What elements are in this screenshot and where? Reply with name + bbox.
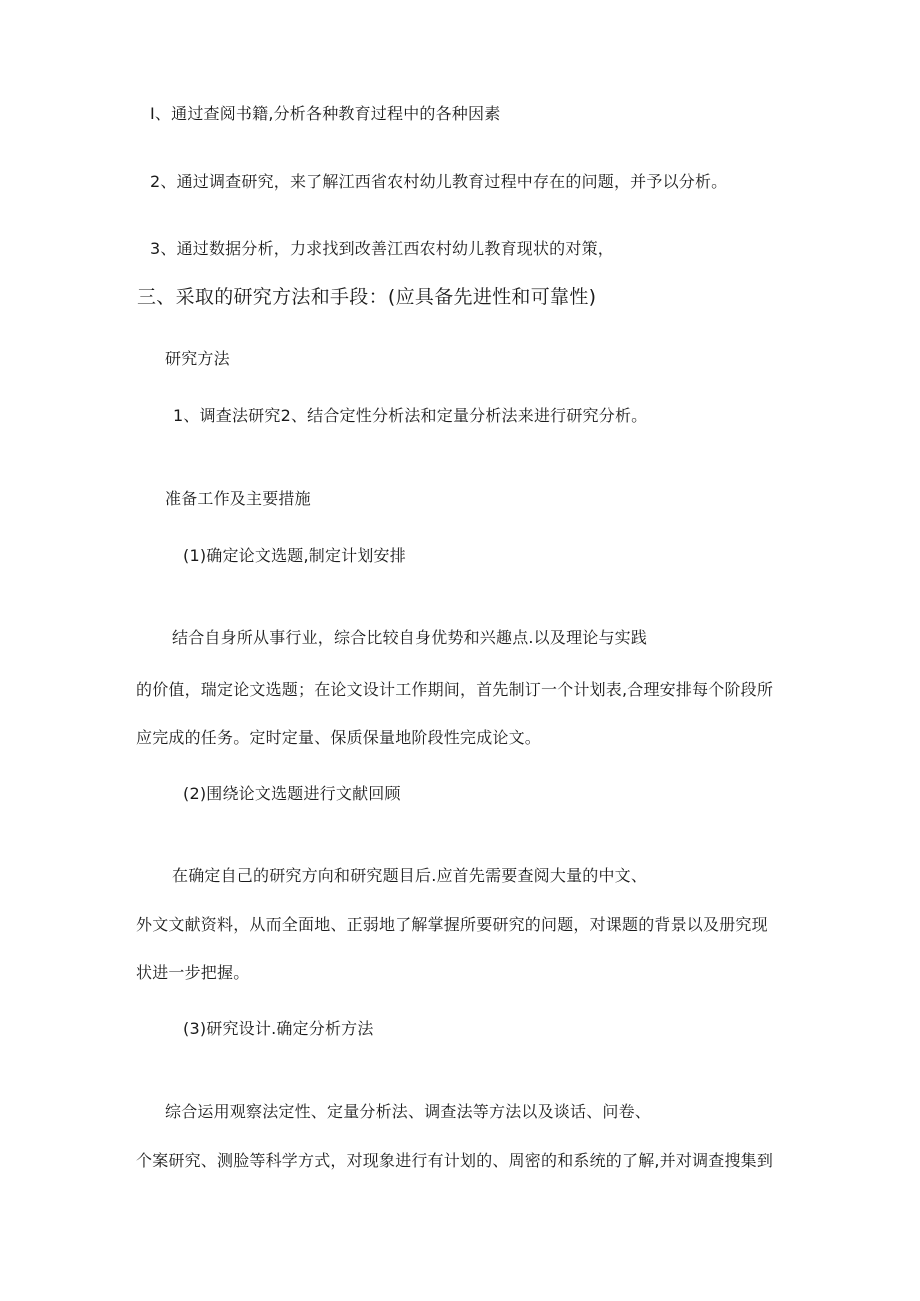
step-2-title: (2)围绕论文选题进行文献回顾 — [183, 784, 401, 803]
objective-item-3: 3、通过数据分析，力求找到改善江西农村幼儿教育现状的对策， — [150, 239, 614, 258]
prep-heading: 准备工作及主要措施 — [165, 489, 311, 508]
step-1-line-3: 应完成的任务。定时定量、保质保量地阶段性完成论文。 — [136, 728, 542, 747]
methods-heading: 研究方法 — [165, 349, 230, 368]
objective-item-2: 2、通过调查研究，来了解江西省农村幼儿教育过程中存在的问题，并予以分析。 — [150, 172, 728, 191]
step-3-line-2: 个案研究、测脸等科学方式，对现象进行有计划的、周密的和系统的了解,并对调查搜集到 — [136, 1151, 774, 1170]
step-3-line-1: 综合运用观察法定性、定量分析法、调查法等方法以及谈话、问卷、 — [165, 1102, 652, 1121]
step-2-line-3: 状进一步把握。 — [136, 963, 250, 982]
section-3-title: 三、采取的研究方法和手段：(应具备先进性和可靠性) — [137, 286, 597, 308]
step-1-title: (1)确定论文选题,制定计划安排 — [183, 546, 406, 565]
methods-text: 1、调查法研究2、结合定性分析法和定量分析法来进行研究分析。 — [173, 406, 648, 425]
objective-item-1: I、通过查阅书籍,分析各种教育过程中的各种因素 — [150, 104, 501, 123]
step-2-line-1: 在确定自己的研究方向和研究题目后.应首先需要查阅大量的中文、 — [172, 866, 648, 885]
step-1-line-1: 结合自身所从事行业，综合比较自身优势和兴趣点.以及理论与实践 — [172, 628, 648, 647]
step-2-line-2: 外文文献资料，从而全面地、正弱地了解掌握所要研究的问题，对课题的背景以及册究现 — [136, 915, 768, 934]
step-1-line-2: 的价值，瑞定论文选题；在论文设计工作期间，首先制订一个计划表,合理安排每个阶段所 — [136, 680, 774, 699]
step-3-title: (3)研究设计.确定分析方法 — [183, 1019, 374, 1038]
